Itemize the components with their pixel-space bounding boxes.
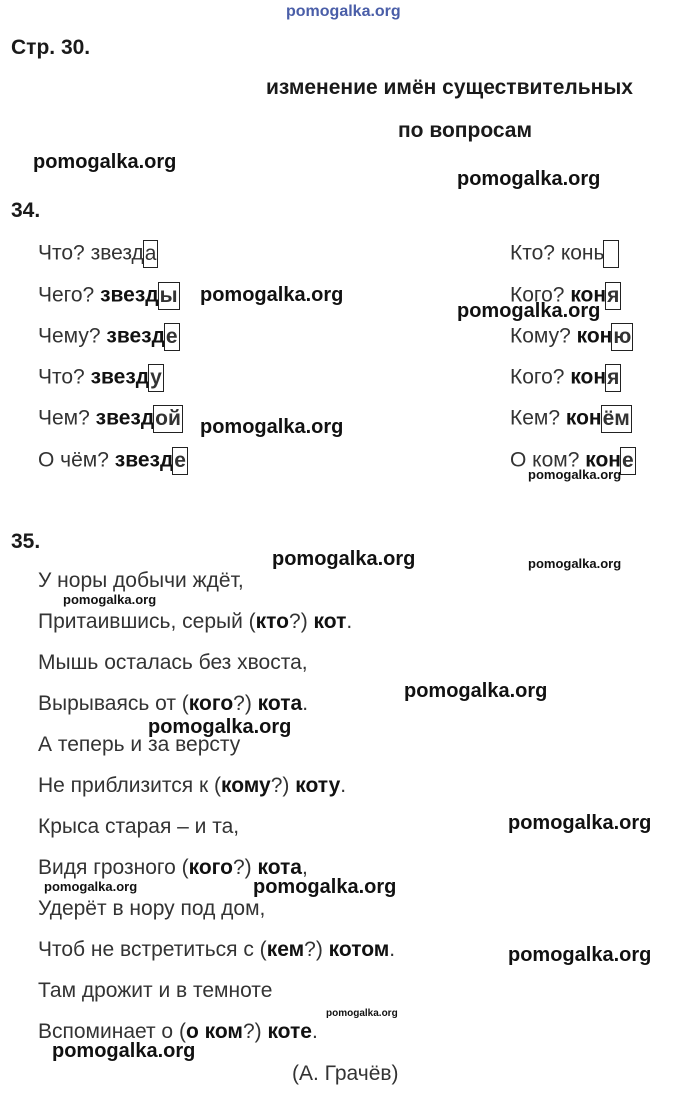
case-row	[38, 240, 158, 268]
word-stem: звезд	[95, 406, 155, 430]
page-header: Стр. 30.	[11, 36, 91, 59]
watermark: pomogalka.org	[253, 876, 397, 898]
word-ending-box: е	[164, 323, 180, 351]
poem-text: Видя грозного (	[38, 856, 189, 879]
watermark: pomogalka.org	[457, 168, 601, 190]
poem-question-word: кому	[221, 774, 271, 797]
title-line-1: изменение имён существительных	[266, 76, 633, 99]
poem-text: ?)	[304, 938, 329, 961]
watermark: pomogalka.org	[508, 944, 652, 966]
poem-answer-word: кота	[257, 692, 303, 715]
watermark: pomogalka.org	[200, 284, 344, 306]
word-stem: кон	[570, 365, 607, 389]
case-question: Что?	[38, 241, 85, 265]
word-stem: звезд	[90, 365, 150, 389]
word-ending-box: ой	[153, 405, 183, 433]
case-question: Что?	[38, 365, 85, 389]
word-stem: звезд	[90, 241, 144, 265]
watermark: pomogalka.org	[52, 1040, 196, 1062]
word-ending-box: е	[172, 447, 188, 475]
watermark-top: pomogalka.org	[286, 3, 401, 20]
poem-author: (А. Грачёв)	[292, 1062, 399, 1085]
word-stem: конь	[560, 241, 605, 265]
word-ending-box: у	[148, 364, 164, 392]
case-question: О чём?	[38, 448, 109, 472]
poem-punct: .	[340, 774, 347, 797]
word-ending-box	[603, 240, 619, 268]
poem-question-word: кем	[266, 938, 305, 961]
poem-text: Удерёт в нору под дом,	[38, 897, 266, 920]
watermark: pomogalka.org	[148, 716, 292, 738]
watermark: pomogalka.org	[508, 812, 652, 834]
watermark: pomogalka.org	[528, 556, 622, 571]
poem-text: ?)	[289, 610, 314, 633]
case-question: Чего?	[38, 283, 95, 307]
poem-line	[38, 815, 239, 839]
case-row	[510, 405, 632, 433]
poem-answer-word: коте	[267, 1020, 312, 1043]
poem-question-word: кто	[255, 610, 290, 633]
poem-question-word: кого	[188, 856, 233, 879]
watermark: pomogalka.org	[33, 151, 177, 173]
poem-text: ?)	[232, 856, 258, 879]
poem-question-word: кого	[188, 692, 234, 715]
word-stem: звезд	[106, 324, 165, 348]
poem-answer-word: кот	[313, 610, 347, 633]
poem-text: Не приблизится к (	[38, 774, 221, 797]
watermark: pomogalka.org	[528, 467, 622, 482]
case-question: Кем?	[510, 406, 561, 430]
poem-answer-word: кота	[257, 856, 302, 879]
poem-line	[38, 651, 308, 675]
case-question: Кого?	[510, 365, 565, 389]
poem-answer-word: котом	[328, 938, 390, 961]
watermark: pomogalka.org	[457, 300, 601, 322]
poem-text: Там дрожит и в темноте	[38, 979, 273, 1002]
case-question: Кому?	[510, 324, 571, 348]
poem-text: ?)	[270, 774, 296, 797]
exercise-35-number: 35.	[11, 530, 41, 553]
case-question: О ком?	[510, 448, 580, 472]
word-ending-box: я	[605, 282, 621, 310]
word-stem: кон	[585, 448, 621, 472]
poem-punct: ,	[301, 856, 308, 879]
word-stem: кон	[576, 324, 613, 348]
word-ending-box: е	[620, 447, 636, 475]
case-question: Чем?	[38, 406, 90, 430]
poem-text: ?)	[233, 692, 258, 715]
word-ending-box: а	[143, 240, 159, 268]
poem-text: ?)	[242, 1020, 268, 1043]
word-ending-box: ём	[601, 405, 632, 433]
poem-punct: .	[346, 610, 353, 633]
poem-punct: .	[311, 1020, 318, 1043]
poem-text: Вырываясь от (	[38, 692, 189, 715]
title-line-2: по вопросам	[398, 119, 533, 142]
watermark: pomogalka.org	[326, 1008, 398, 1019]
word-stem: звезд	[100, 283, 159, 307]
case-row	[38, 323, 180, 351]
poem-answer-word: коту	[295, 774, 341, 797]
word-ending-box: ы	[158, 282, 180, 310]
watermark: pomogalka.org	[63, 592, 157, 607]
poem-line	[38, 692, 308, 716]
poem-text: Вспоминает о (	[38, 1020, 186, 1043]
word-stem: кон	[565, 406, 602, 430]
poem-text: Мышь осталась без хвоста,	[38, 651, 308, 674]
poem-text: А теперь и за версту	[38, 733, 241, 756]
word-stem: звезд	[114, 448, 174, 472]
watermark: pomogalka.org	[404, 680, 548, 702]
word-ending-box: ю	[611, 323, 633, 351]
poem-punct: .	[302, 692, 309, 715]
case-question: Чему?	[38, 324, 101, 348]
watermark: pomogalka.org	[44, 879, 138, 894]
poem-line	[38, 897, 265, 921]
watermark: pomogalka.org	[272, 548, 416, 570]
poem-line	[38, 938, 395, 962]
case-row	[510, 323, 633, 351]
poem-line	[38, 610, 352, 634]
poem-text: Крыса старая – и та,	[38, 815, 240, 838]
poem-line	[38, 774, 346, 798]
case-row	[38, 282, 180, 310]
word-ending-box: я	[605, 364, 621, 392]
case-question: Кто?	[510, 241, 555, 265]
poem-line	[38, 569, 244, 593]
watermark: pomogalka.org	[200, 416, 344, 438]
poem-text: Чтоб не встретиться с (	[38, 938, 267, 961]
case-row	[510, 240, 619, 268]
case-row	[510, 364, 621, 392]
case-row	[38, 405, 183, 433]
poem-question-word: о ком	[185, 1020, 243, 1043]
word-stem: кон	[570, 283, 607, 307]
poem-text: У норы добычи ждёт,	[38, 569, 244, 592]
case-question: Кого?	[510, 283, 565, 307]
case-row	[38, 447, 188, 475]
poem-line	[38, 979, 272, 1003]
poem-punct: .	[389, 938, 396, 961]
exercise-34-number: 34.	[11, 199, 41, 222]
case-row	[38, 364, 164, 392]
poem-text: Притаившись, серый (	[38, 610, 256, 633]
